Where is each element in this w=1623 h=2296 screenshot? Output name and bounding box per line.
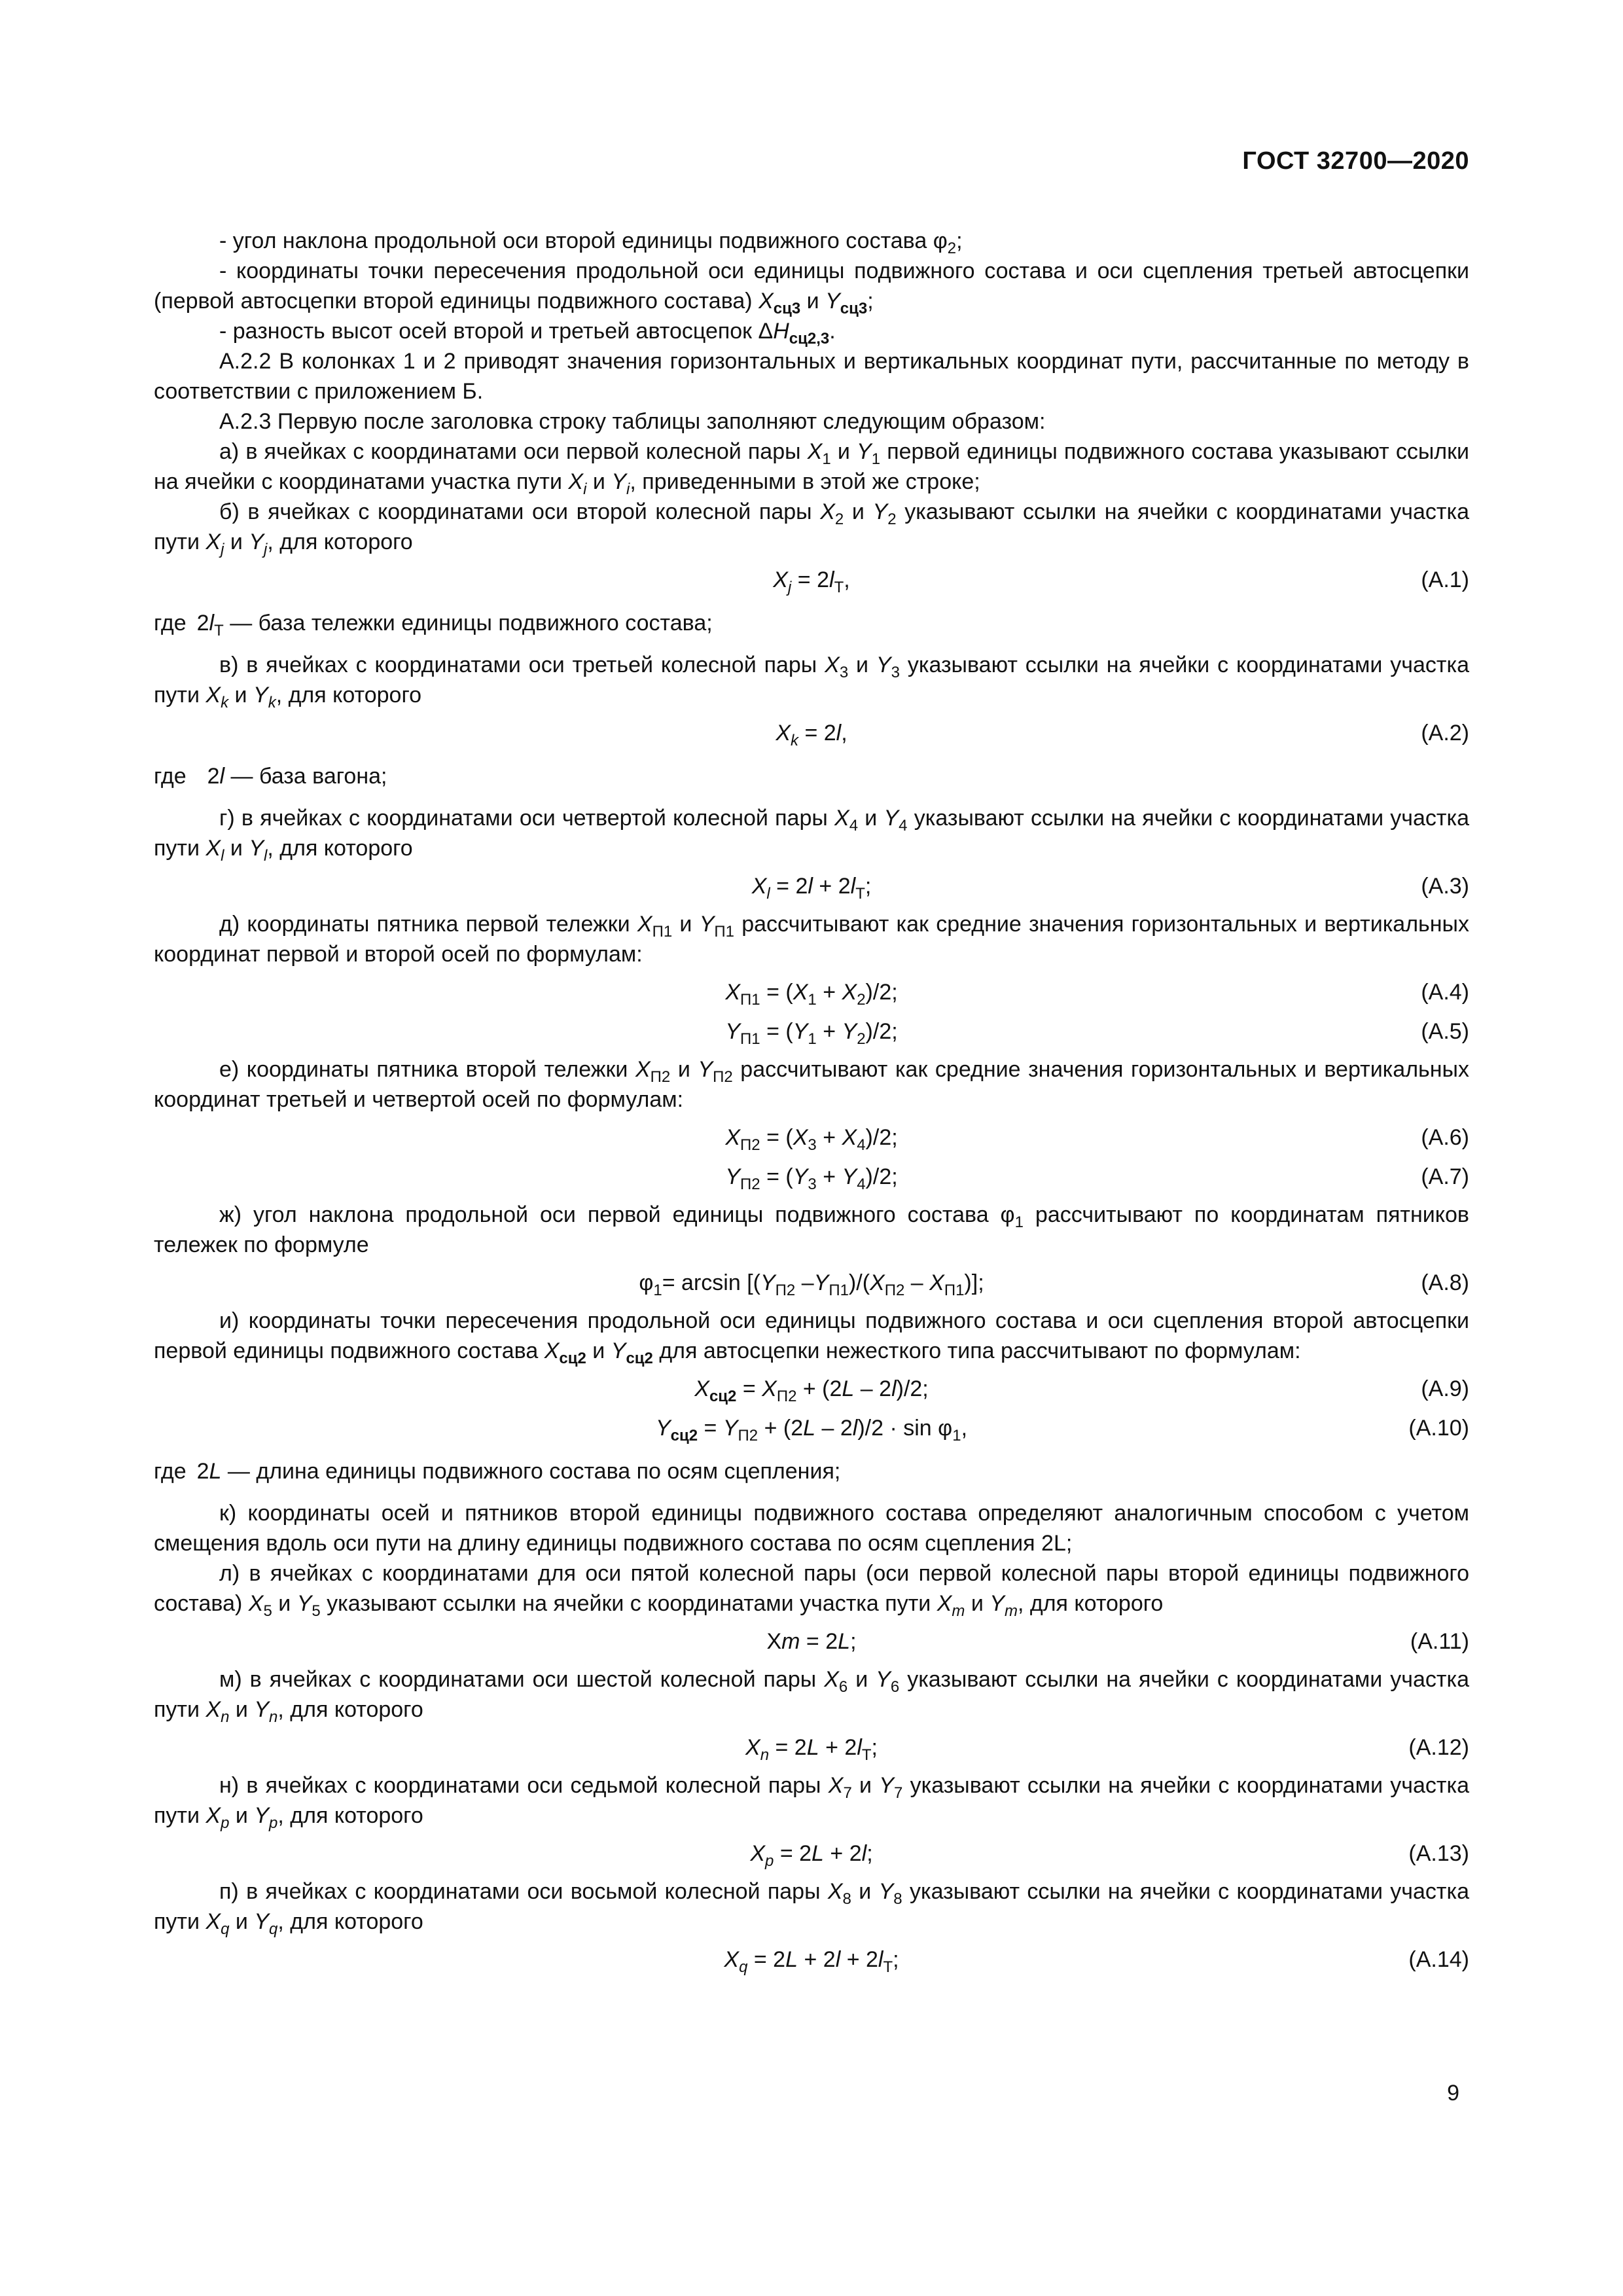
item-a: а) в ячейках с координатами оси первой колесной пары $X_1$ и $Y_1$ первой единицы подвижного состава указывают ссылки на ячейки с координатами участка пути $X_i$ и $Y_i$, приведенными в этой же строке; — [154, 439, 1470, 498]
formula-number: (А.12) — [1408, 1735, 1469, 1760]
item-k: к) координаты осей и пятников второй единицы подвижного состава определяют аналогичным способом с учетом смещения вдоль оси пути на длину единицы подвижного состава по осям сцепления 2L; — [154, 1501, 1469, 1556]
item-n: н) в ячейках с координатами оси седьмой колесной пары $X_7$ и $Y_7$ указывают ссылки на ячейки с координатами участка пути $X_p$ и $Y_p$, для которого — [154, 1773, 1469, 1832]
formula-a11: Xm = 2L; (А.11) — [154, 1625, 1469, 1658]
item-m: м) в ячейках с координатами оси шестой колесной пары $X_6$ и $Y_6$ указывают ссылки на ячейки с координатами участка пути $X_n$ и $Y_n$, для которого — [154, 1667, 1469, 1726]
clause-a-2-2: А.2.2 В колонках 1 и 2 приводят значения горизонтальных и вертикальных координат пути, рассчитанные по методу в соответствии с приложением Б. — [154, 349, 1469, 404]
formula-a9: $X_{сц2} = X_{П2} + (2L - 2l)/2$; (А.9) — [154, 1372, 1469, 1405]
formula-a2: $X_k = 2l$, (А.2) — [154, 717, 1469, 749]
item-l: л) в ячейках с координатами для оси пятой колесной пары (оси первой колесной пары второй единицы подвижного состава) $X_5$ и $Y_5$ указывают ссылки на ячейки с координатами участка пути $X_m$ и $Y_m$, для которого — [154, 1561, 1469, 1620]
formula-number: (А.5) — [1421, 1019, 1469, 1044]
document-header: ГОСТ 32700—2020 — [1242, 147, 1469, 175]
clause-a-2-3: А.2.3 Первую после заголовка строку таблицы заполняют следующим образом: — [219, 409, 1046, 434]
formula-a14: $X_q = 2L + 2l + 2l_Т$; (А.14) — [154, 1943, 1469, 1976]
formula-a5: $Y_{П1} = (Y_1 + Y_2)/2$; (А.5) — [154, 1015, 1469, 1048]
formula-a4: $X_{П1} = (X_1 + X_2)/2$; (А.4) — [154, 976, 1469, 1009]
formula-a3: $X_l = 2l + 2l_Т$; (А.3) — [154, 870, 1469, 903]
item-d: д) координаты пятника первой тележки $X_{П1}$ и $Y_{П1}$ рассчитывают как средние значения горизонтальных и вертикальных координат первой и второй осей по формулам: — [154, 912, 1469, 967]
formula-number: (А.1) — [1421, 567, 1469, 592]
formula-number: (А.10) — [1408, 1416, 1469, 1441]
item-b: б) в ячейках с координатами оси второй колесной пары $X_2$ и $Y_2$ указывают ссылки на ячейки с координатами участка пути $X_j$ и $Y_j$, для которого — [154, 499, 1470, 558]
where-clause: где 2l — база вагона; — [154, 764, 387, 789]
dash-item-1: - угол наклона продольной оси второй единицы подвижного состава $\varphi_2$; — [219, 228, 963, 257]
formula-a7: $Y_{П2} = (Y_3 + Y_4)/2$; (А.7) — [154, 1160, 1469, 1193]
formula-number: (А.9) — [1421, 1376, 1469, 1401]
item-p: п) в ячейках с координатами оси восьмой колесной пары $X_8$ и $Y_8$ указывают ссылки на ячейки с координатами участка пути $X_q$ и $Y_q$, для которого — [154, 1879, 1470, 1938]
formula-number: (А.11) — [1410, 1629, 1469, 1654]
formula-a1: $X_j = 2l_Т$, (А.1) — [154, 564, 1469, 596]
item-zh: ж) угол наклона продольной оси первой единицы подвижного состава $\varphi_1$ рассчитывают по координатам пятников тележек по формуле — [154, 1202, 1469, 1257]
formula-number: (А.13) — [1408, 1841, 1469, 1866]
formula-a10: $Y_{сц2} = Y_{П2} + (2L - 2l)/2 \cdot \sin \varphi_1$, (А.10) — [154, 1412, 1469, 1444]
formula-number: (А.3) — [1421, 874, 1469, 899]
formula-number: (А.7) — [1421, 1164, 1469, 1189]
item-e: е) координаты пятника второй тележки $X_{П2}$ и $Y_{П2}$ рассчитывают как средние значения горизонтальных и вертикальных координат третьей и четвертой осей по формулам: — [154, 1057, 1469, 1112]
formula-a8: $\varphi_1= \arcsin [(Y_{П2}$ $-Y_{П1})/(X_{П2} - X_{П1})$]; (А.8) — [154, 1266, 1469, 1299]
item-i: и) координаты точки пересечения продольной оси единицы подвижного состава и оси сцепления второй автосцепки первой единицы подвижного состава $X_{сц2}$ и $Y_{сц2}$ для автосцепки нежесткого типа рассчитывают по формулам: — [154, 1308, 1469, 1367]
where-clause: где 2L — длина единицы подвижного состава по осям сцепления; — [154, 1459, 841, 1484]
item-v: в) в ячейках с координатами оси третьей колесной пары $X_3$ и $Y_3$ указывают ссылки на ячейки с координатами участка пути $X_k$ и $Y_k$, для которого — [154, 653, 1470, 711]
formula-number: (А.2) — [1421, 721, 1469, 745]
dash-item-3: - разность высот осей второй и третьей автосцепок $\Delta H_{сц2,3}$. — [219, 319, 836, 348]
formula-number: (А.8) — [1421, 1270, 1469, 1295]
page-body — [154, 226, 1469, 1982]
where-clause: где $2l_Т$ — база тележки единицы подвижного состава; — [154, 611, 713, 639]
formula-a13: $X_p = 2L + 2l$; (А.13) — [154, 1837, 1469, 1870]
formula-number: (А.14) — [1408, 1947, 1469, 1972]
formula-a6: $X_{П2} = (X_3 + X_4)/2$; (А.6) — [154, 1121, 1469, 1154]
item-g: г) в ячейках с координатами оси четвертой колесной пары $X_4$ и $Y_4$ указывают ссылки на ячейки с координатами участка пути $X_l$ и $Y_l$, для которого — [154, 806, 1469, 865]
page-number: 9 — [1447, 2081, 1459, 2106]
formula-number: (А.4) — [1421, 980, 1469, 1005]
dash-item-2: - координаты точки пересечения продольной оси единицы подвижного состава и оси сцепления третьей автосцепки (первой автосцепки второй единицы подвижного состава) $X_{сц3}$ и $Y_{сц3}$; — [154, 259, 1469, 317]
formula-number: (А.6) — [1421, 1125, 1469, 1150]
formula-a12: $X_n = 2L + 2l_Т$; (А.12) — [154, 1731, 1469, 1764]
